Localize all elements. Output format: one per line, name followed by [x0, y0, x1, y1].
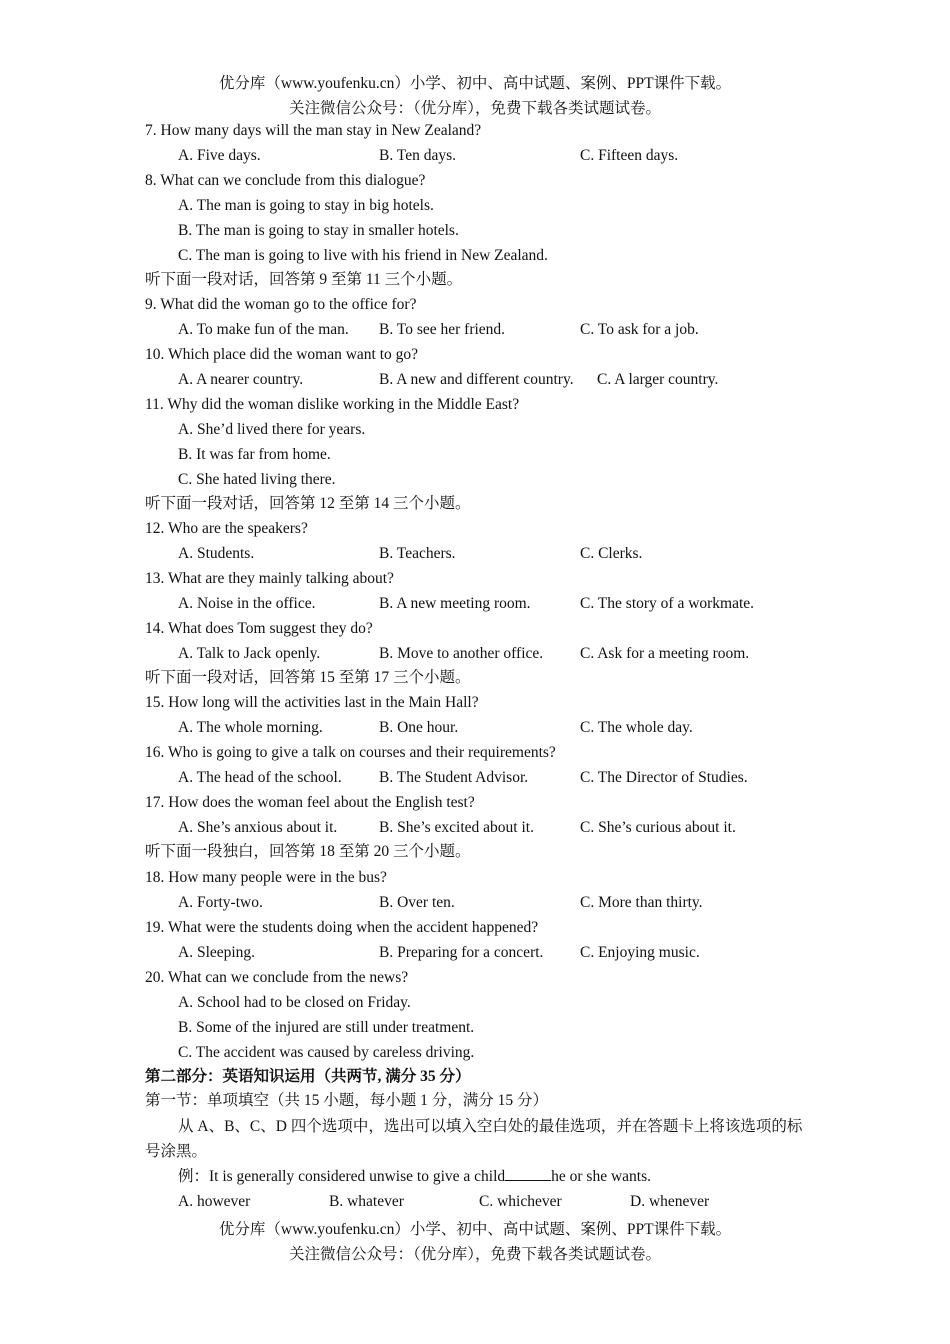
q15-option-a: A. The whole morning.: [178, 719, 323, 736]
question-13: 13. What are they mainly talking about?: [145, 570, 394, 587]
q12-option-b: B. Teachers.: [379, 545, 456, 562]
q16-option-c: C. The Director of Studies.: [580, 769, 748, 786]
q8-option-b: B. The man is going to stay in smaller hotels.: [178, 222, 459, 239]
header-line-2: 关注微信公众号：（优分库），免费下载各类试题试卷。: [288, 100, 661, 117]
question-16: 16. Who is going to give a talk on courses and their requirements?: [145, 744, 556, 761]
q18-option-b: B. Over ten.: [379, 894, 455, 911]
question-7: 7. How many days will the man stay in New Zealand?: [145, 122, 482, 139]
section1-title: 第一节：单项填空（共 15 小题，每小题 1 分，满分 15 分）: [145, 1092, 549, 1109]
q13-option-c: C. The story of a workmate.: [580, 595, 755, 612]
q13-option-a: A. Noise in the office.: [178, 595, 316, 612]
q20-option-c: C. The accident was caused by careless driving.: [178, 1044, 475, 1061]
q16-option-b: B. The Student Advisor.: [379, 769, 529, 786]
q20-option-a: A. School had to be closed on Friday.: [178, 994, 411, 1011]
q15-option-c: C. The whole day.: [580, 719, 693, 736]
question-10: 10. Which place did the woman want to go?: [145, 346, 419, 363]
footer-line-2: 关注微信公众号：（优分库），免费下载各类试题试卷。: [288, 1246, 661, 1263]
q19-option-a: A. Sleeping.: [178, 944, 256, 961]
q19-option-c: C. Enjoying music.: [580, 944, 700, 961]
q10-option-b: B. A new and different country.: [379, 371, 574, 388]
question-15: 15. How long will the activities last in the Main Hall?: [145, 694, 479, 711]
question-8: 8. What can we conclude from this dialogue?: [145, 172, 426, 189]
q17-option-c: C. She’s curious about it.: [580, 819, 736, 836]
q11-option-a: A. She’d lived there for years.: [178, 421, 366, 438]
q14-option-c: C. Ask for a meeting room.: [580, 645, 750, 662]
question-19: 19. What were the students doing when the accident happened?: [145, 919, 539, 936]
instruction-9-11: 听下面一段对话，回答第 9 至第 11 三个小题。: [145, 271, 463, 288]
q14-option-a: A. Talk to Jack openly.: [178, 645, 321, 662]
section1-directions: 从 A、B、C、D 四个选项中，选出可以填入空白处的最佳选项，并在答题卡上将该选项的标号涂黑。: [145, 1118, 803, 1160]
footer-line-1: 优分库（www.youfenku.cn）小学、初中、高中试题、案例、PPT课件下载。: [218, 1221, 732, 1238]
example-option-a: A. however: [178, 1193, 251, 1210]
q14-option-b: B. Move to another office.: [379, 645, 544, 662]
q11-option-c: C. She hated living there.: [178, 471, 336, 488]
q8-option-c: C. The man is going to live with his friend in New Zealand.: [178, 247, 548, 264]
q17-option-a: A. She’s anxious about it.: [178, 819, 338, 836]
q20-option-b: B. Some of the injured are still under treatment.: [178, 1019, 475, 1036]
question-20: 20. What can we conclude from the news?: [145, 969, 409, 986]
example-prefix: 例：It is generally considered unwise to give a child: [178, 1168, 506, 1185]
q7-option-b: B. Ten days.: [379, 147, 456, 164]
question-17: 17. How does the woman feel about the English test?: [145, 794, 475, 811]
part2-title: 第二部分：英语知识运用（共两节, 满分 35 分）: [145, 1068, 471, 1085]
q9-option-b: B. To see her friend.: [379, 321, 506, 338]
instruction-15-17: 听下面一段对话，回答第 15 至第 17 三个小题。: [145, 669, 471, 686]
q17-option-b: B. She’s excited about it.: [379, 819, 534, 836]
q11-option-b: B. It was far from home.: [178, 446, 331, 463]
example-option-b: B. whatever: [329, 1193, 404, 1210]
q18-option-c: C. More than thirty.: [580, 894, 703, 911]
question-12: 12. Who are the speakers?: [145, 520, 308, 537]
q12-option-c: C. Clerks.: [580, 545, 643, 562]
example-blank: [505, 1166, 551, 1181]
q8-option-a: A. The man is going to stay in big hotels.: [178, 197, 434, 214]
q13-option-b: B. A new meeting room.: [379, 595, 531, 612]
q7-option-c: C. Fifteen days.: [580, 147, 679, 164]
q16-option-a: A. The head of the school.: [178, 769, 342, 786]
q9-option-a: A. To make fun of the man.: [178, 321, 349, 338]
q18-option-a: A. Forty-two.: [178, 894, 263, 911]
question-11: 11. Why did the woman dislike working in the Middle East?: [145, 396, 520, 413]
q12-option-a: A. Students.: [178, 545, 255, 562]
instruction-18-20: 听下面一段独白，回答第 18 至第 20 三个小题。: [145, 843, 471, 860]
q15-option-b: B. One hour.: [379, 719, 459, 736]
example-option-d: D. whenever: [630, 1193, 710, 1210]
instruction-12-14: 听下面一段对话，回答第 12 至第 14 三个小题。: [145, 495, 471, 512]
q7-option-a: A. Five days.: [178, 147, 261, 164]
q19-option-b: B. Preparing for a concert.: [379, 944, 544, 961]
q10-option-a: A. A nearer country.: [178, 371, 304, 388]
question-18: 18. How many people were in the bus?: [145, 869, 387, 886]
question-14: 14. What does Tom suggest they do?: [145, 620, 373, 637]
example-suffix: he or she wants.: [551, 1168, 652, 1185]
example-sentence: [178, 1165, 651, 1189]
header-line-1: 优分库（www.youfenku.cn）小学、初中、高中试题、案例、PPT课件下载。: [218, 75, 732, 92]
q10-option-c: C. A larger country.: [597, 371, 719, 388]
question-9: 9. What did the woman go to the office for?: [145, 296, 417, 313]
q9-option-c: C. To ask for a job.: [580, 321, 699, 338]
example-option-c: C. whichever: [479, 1193, 562, 1210]
